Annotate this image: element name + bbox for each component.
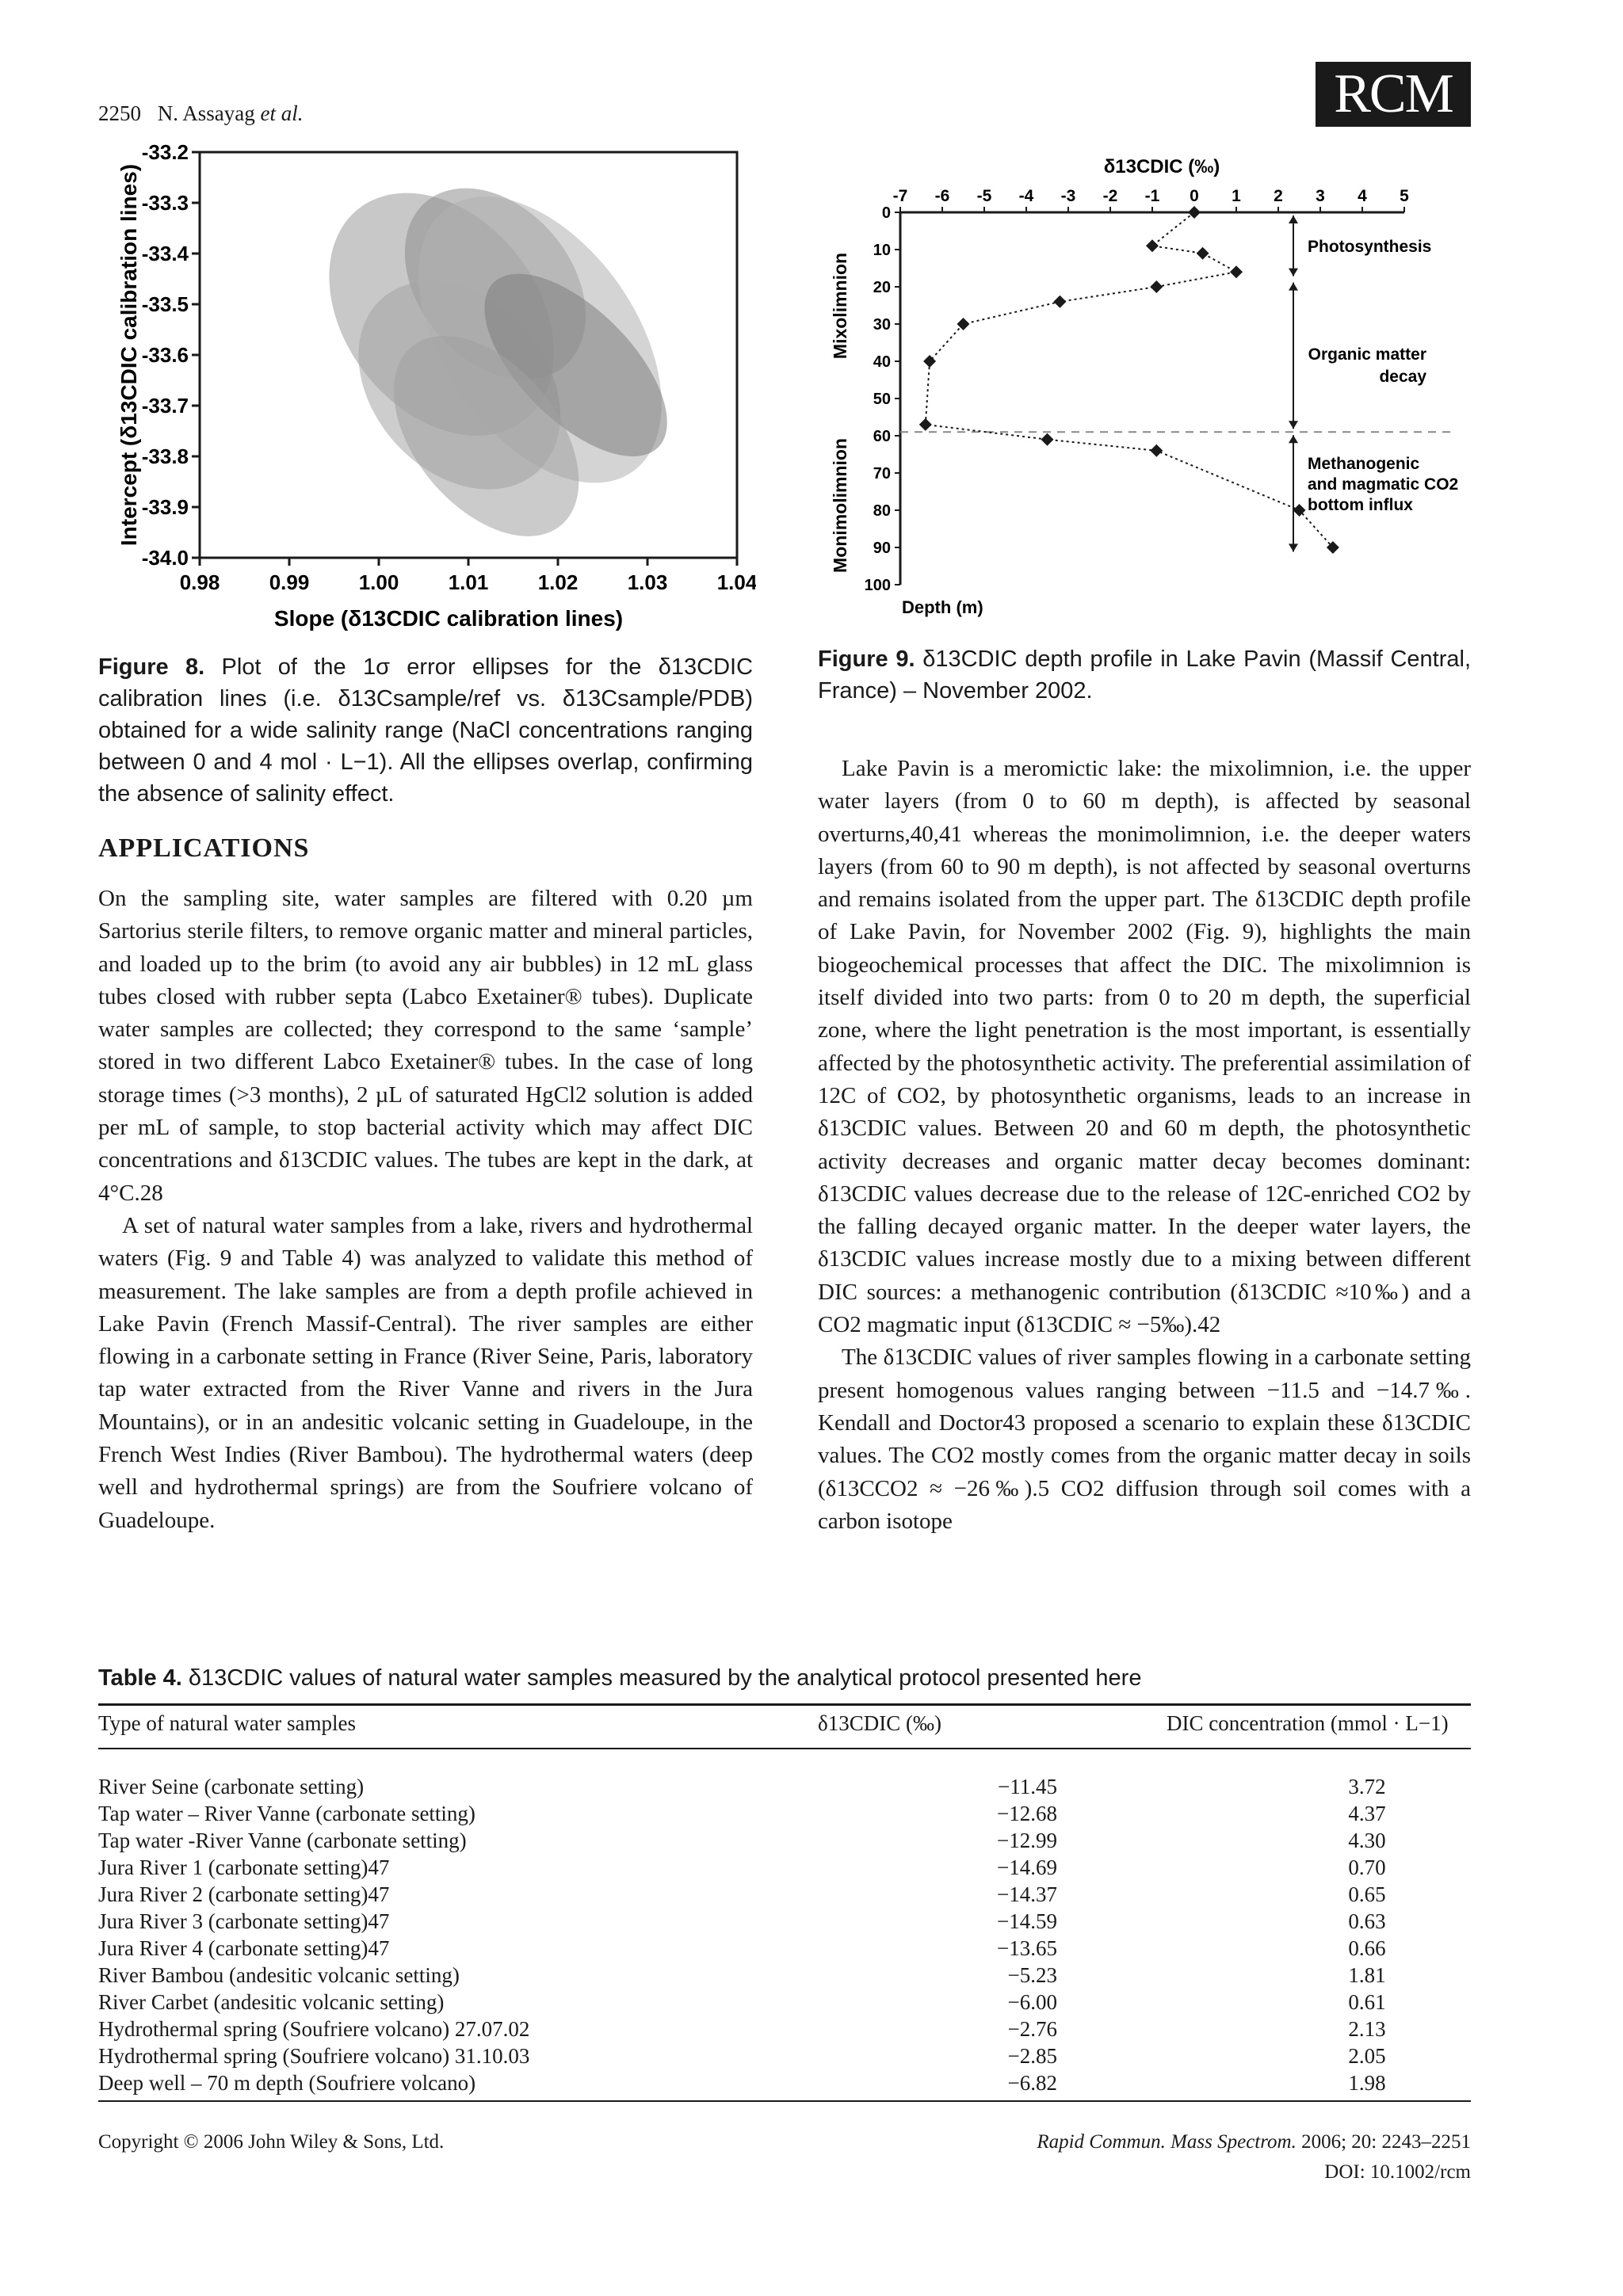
figure-9-monimolimnion-label: Monimolimnion [830, 438, 850, 573]
data-point [923, 355, 936, 368]
y-tick-label: 0 [881, 204, 891, 222]
cell-dic-concentration: 0.66 [1348, 1936, 1386, 1960]
table-row [98, 1935, 1471, 1962]
right-paragraph-1: Lake Pavin is a meromictic lake: the mixolimnion, i.e. the upper water layers (from 0 to 60 m depth), is affected by seasonal overturns,40,41 whereas the monimolimnion, i.e. the deeper waters layers (from 60 to 90 m depth), is not affected by seasonal overturns and remains isolated from the upper part. The δ13CDIC depth profile of Lake Pavin, for November 2002 (Fig. 9), highlights the main biogeochemical processes that affect the DIC. The mixolimnion is itself divided into two parts: from 0 to 20 m depth, the superficial zone, where the light penetration is the most important, is essentially affected by the photosynthetic activity. The preferential assimilation of 12C of CO2, by photosynthetic organisms, leads to an increase in δ13CDIC values. Between 20 and 60 m depth, the photosynthetic activity decreases and organic matter decay becomes dominant: δ13CDIC values decrease due to the release of 12C-enriched CO2 by the falling decayed organic matter. In the deeper water layers, the δ13CDIC values increase mostly due to a mixing between different DIC sources: a methanogenic contribution (δ13CDIC ≈10‰) and a CO2 magmatic input (δ13CDIC ≈ −5‰).42 [818, 756, 1471, 1338]
cell-dic-concentration: 0.63 [1348, 1909, 1386, 1933]
table-header-concentration: DIC concentration (mmol · L−1) [1167, 1711, 1449, 1735]
x-tick-label: -7 [892, 187, 908, 205]
y-tick-label: -33.9 [141, 495, 189, 519]
cell-delta-value: −2.76 [1007, 2017, 1057, 2041]
cell-delta-value: −5.23 [1007, 1963, 1057, 1987]
cell-delta-value: −14.69 [997, 1855, 1057, 1879]
footer-doi: DOI: 10.1002/rcm [1324, 2161, 1471, 2183]
annotation-methanogenic-line-1: Methanogenic [1308, 455, 1420, 473]
data-point [1053, 296, 1066, 308]
cell-delta-value: −2.85 [1007, 2044, 1057, 2068]
annotation-decay-line-1: Organic matter [1308, 345, 1426, 364]
cell-dic-concentration: 3.72 [1348, 1775, 1386, 1798]
x-tick-label: 3 [1316, 187, 1325, 205]
table-row [98, 2042, 1471, 2069]
x-tick-label: -1 [1144, 187, 1160, 205]
y-tick-label: 80 [873, 502, 891, 520]
x-tick-label: -6 [934, 187, 950, 205]
y-tick-label: 70 [873, 465, 891, 482]
cell-dic-concentration: 1.98 [1348, 2071, 1386, 2095]
cell-dic-concentration: 4.37 [1348, 1802, 1386, 1825]
cell-delta-value: −14.59 [997, 1909, 1057, 1933]
x-tick-label: 1 [1232, 187, 1241, 205]
y-tick-label: 100 [864, 577, 891, 594]
x-tick-label: 4 [1358, 187, 1367, 205]
y-tick-label: 30 [873, 316, 891, 334]
cell-delta-value: −6.00 [1007, 1990, 1057, 2014]
data-point [1150, 444, 1163, 457]
y-tick-label: 40 [873, 353, 891, 371]
table-4-title: δ13CDIC values of natural water samples measured by the analytical protocol presented here [188, 1665, 1142, 1691]
zone-arrowhead-up [1289, 435, 1298, 443]
table-row [98, 1908, 1471, 1935]
annotation-methanogenic-line-3: bottom influx [1308, 496, 1413, 514]
cell-sample-type: Tap water – River Vanne (carbonate setting) [98, 1802, 475, 1825]
table-row [98, 1962, 1471, 1989]
table-row [98, 2069, 1471, 2096]
table-row [98, 1827, 1471, 1854]
x-tick-label: 1.04 [716, 570, 756, 594]
data-point [1150, 280, 1163, 293]
left-paragraph-1: On the sampling site, water samples are filtered with 0.20 µm Sartorius sterile filters, to remove organic matter and mineral particles, and loaded up to the brim (to avoid any air bubbles) in 12 mL glass tubes closed with rubber septa (Labco Exetainer® tubes). Duplicate water samples are collected; they correspond to the same ‘sample’ stored in two different Labco Exetainer® tubes. In the case of long storage times (>3 months), 2 µL of saturated HgCl2 solution is added per mL of sample, to stop bacterial activity which may affect DIC concentrations and δ13CDIC values. The tubes are kept in the dark, at 4°C.28 [98, 886, 753, 1206]
table-header-rule [98, 1748, 1471, 1749]
zone-arrowhead-up [1289, 215, 1298, 223]
page-number: 2250 [98, 101, 141, 125]
left-column [98, 883, 753, 1537]
table-header-type: Type of natural water samples [98, 1711, 356, 1735]
figure-9-chart [824, 147, 1471, 623]
zone-arrowhead-down [1289, 269, 1298, 277]
cell-sample-type: Tap water -River Vanne (carbonate setting) [98, 1829, 467, 1852]
cell-dic-concentration: 2.05 [1348, 2044, 1386, 2068]
journal-logo: RCM [1316, 62, 1471, 127]
figure-9-caption [818, 643, 1471, 707]
x-tick-label: 0.99 [269, 570, 310, 594]
x-tick-label: 1.02 [537, 570, 579, 594]
data-point [1230, 265, 1243, 278]
cell-delta-value: −6.82 [1007, 2071, 1057, 2095]
x-tick-label: 1.01 [448, 570, 489, 594]
table-header-delta: δ13CDIC (‰) [818, 1711, 941, 1735]
cell-sample-type: River Carbet (andesitic volcanic setting) [98, 1990, 445, 2014]
cell-delta-value: −12.68 [997, 1802, 1057, 1825]
y-tick-label: -33.7 [141, 394, 189, 418]
table-row [98, 1989, 1471, 2016]
annotation-decay-line-2: decay [1379, 368, 1426, 386]
figure-8-x-axis-label: Slope (δ13CDIC calibration lines) [273, 606, 624, 631]
footer-journal: Rapid Commun. Mass Spectrom. [1037, 2131, 1296, 2153]
cell-delta-value: −12.99 [997, 1829, 1057, 1852]
x-tick-label: -4 [1018, 187, 1034, 205]
table-4-caption [98, 1665, 1141, 1691]
table-bottom-rule [98, 2100, 1471, 2102]
section-heading: APPLICATIONS [98, 833, 310, 863]
table-row [98, 2016, 1471, 2042]
cell-dic-concentration: 2.13 [1348, 2017, 1386, 2041]
figure-8-caption-label: Figure 8. [98, 654, 205, 680]
y-tick-label: -33.4 [141, 242, 189, 265]
figure-9-mixolimnion-label: Mixolimnion [830, 252, 850, 360]
cell-dic-concentration: 4.30 [1348, 1829, 1386, 1852]
data-point [919, 418, 932, 431]
footer-volume: 2006; 20: 2243–2251 [1301, 2131, 1471, 2153]
y-tick-label: 20 [873, 279, 891, 296]
footer-citation [1037, 2131, 1471, 2153]
right-paragraph-2: The δ13CDIC values of river samples flowing in a carbonate setting present homogenous values ranging between −11.5 and −14.7‰. Kendall and Doctor43 proposed a scenario to explain these δ13CDIC values. The CO2 mostly comes from the organic matter decay in soils (δ13CCO2 ≈ −26‰).5 CO2 diffusion through soil comes with a carbon isotope [818, 1344, 1471, 1534]
table-row [98, 1854, 1471, 1881]
y-tick-label: -33.2 [141, 140, 189, 164]
data-point [1197, 247, 1209, 260]
x-tick-label: 0.98 [179, 570, 220, 594]
cell-dic-concentration: 0.61 [1348, 1990, 1386, 2014]
figure-8 [98, 136, 756, 643]
figure-8-y-axis-label: Intercept (δ13CDIC calibration lines) [116, 163, 141, 547]
footer-copyright: Copyright © 2006 John Wiley & Sons, Ltd. [98, 2131, 445, 2153]
table-row [98, 1881, 1471, 1908]
x-tick-label: 1.03 [627, 570, 668, 594]
x-tick-label: -2 [1102, 187, 1118, 205]
figure-9 [824, 147, 1471, 623]
cell-sample-type: Jura River 3 (carbonate setting)47 [98, 1909, 390, 1933]
cell-sample-type: Jura River 2 (carbonate setting)47 [98, 1882, 390, 1906]
figure-9-depth-label: Depth (m) [902, 597, 983, 617]
x-tick-label: -3 [1060, 187, 1076, 205]
left-paragraph-2: A set of natural water samples from a lake, rivers and hydrothermal waters (Fig. 9 and Table 4) was analyzed to validate this method of measurement. The lake samples are from a depth profile achieved in Lake Pavin (French Massif-Central). The river samples are either flowing in a carbonate setting in France (River Seine, Paris, laboratory tap water extracted from the River Vanne and rivers in the Jura Mountains), or in an andesitic volcanic setting in Guadeloupe, in the French West Indies (River Bambou). The hydrothermal waters (deep well and hydrothermal springs) are from the Soufriere volcano of Guadeloupe. [98, 1212, 753, 1533]
x-tick-label: -5 [976, 187, 992, 205]
figure-9-title: δ13CDIC (‰) [1103, 156, 1220, 177]
zone-arrowhead-down [1289, 543, 1298, 551]
x-tick-label: 0 [1190, 187, 1199, 205]
cell-sample-type: Deep well – 70 m depth (Soufriere volcano) [98, 2071, 476, 2095]
cell-dic-concentration: 0.70 [1348, 1855, 1386, 1879]
cell-delta-value: −11.45 [998, 1775, 1057, 1798]
y-tick-label: -34.0 [141, 546, 189, 570]
table-top-rule [98, 1703, 1471, 1706]
cell-sample-type: River Seine (carbonate setting) [98, 1775, 365, 1798]
table-row [98, 1800, 1471, 1827]
profile-line [926, 212, 1333, 547]
table-row [98, 1773, 1471, 1800]
cell-sample-type: Hydrothermal spring (Soufriere volcano) 27.07.02 [98, 2017, 530, 2041]
data-point [1041, 433, 1054, 446]
y-tick-label: -33.6 [141, 343, 189, 367]
y-tick-label: 60 [873, 428, 891, 445]
figure-9-caption-label: Figure 9. [818, 646, 915, 672]
figure-9-caption-text: δ13CDIC depth profile in Lake Pavin (Massif Central, France) – November 2002. [818, 646, 1472, 704]
annotation-photosynthesis: Photosynthesis [1308, 238, 1432, 256]
et-al: et al. [260, 101, 304, 125]
right-column [818, 753, 1471, 1538]
annotation-methanogenic-line-2: and magmatic CO2 [1308, 475, 1459, 494]
y-tick-label: 10 [873, 242, 891, 259]
zone-arrowhead-down [1289, 421, 1298, 429]
cell-delta-value: −14.37 [997, 1882, 1057, 1906]
zone-arrowhead-up [1289, 283, 1298, 291]
x-tick-label: 5 [1400, 187, 1409, 205]
cell-sample-type: Hydrothermal spring (Soufriere volcano) 31.10.03 [98, 2044, 530, 2068]
cell-dic-concentration: 1.81 [1348, 1963, 1386, 1987]
cell-sample-type: River Bambou (andesitic volcanic setting) [98, 1963, 460, 1987]
y-tick-label: -33.5 [141, 292, 189, 316]
table-4 [98, 1773, 1471, 2096]
y-tick-label: -33.8 [141, 444, 189, 468]
x-tick-label: 1.00 [358, 570, 399, 594]
y-tick-label: -33.3 [141, 191, 189, 215]
cell-sample-type: Jura River 1 (carbonate setting)47 [98, 1855, 390, 1879]
table-4-label: Table 4. [98, 1665, 182, 1691]
cell-delta-value: −13.65 [997, 1936, 1057, 1960]
figure-8-caption-text: Plot of the 1σ error ellipses for the δ13CDIC calibration lines (i.e. δ13Csample/ref vs. δ13Csample/PDB) obtained for a wide salinity range (NaCl concentrations ranging between 0 and 4 mol · L−1). All the ellipses overlap, confirming the absence of salinity effect. [98, 654, 754, 807]
x-tick-label: 2 [1274, 187, 1283, 205]
figure-8-caption [98, 651, 753, 810]
running-head [98, 101, 304, 126]
data-point [1146, 239, 1159, 252]
cell-sample-type: Jura River 4 (carbonate setting)47 [98, 1936, 390, 1960]
cell-dic-concentration: 0.65 [1348, 1882, 1386, 1906]
authors: N. Assayag [157, 101, 255, 125]
y-tick-label: 90 [873, 540, 891, 557]
figure-8-chart [98, 136, 756, 643]
y-tick-label: 50 [873, 391, 891, 408]
